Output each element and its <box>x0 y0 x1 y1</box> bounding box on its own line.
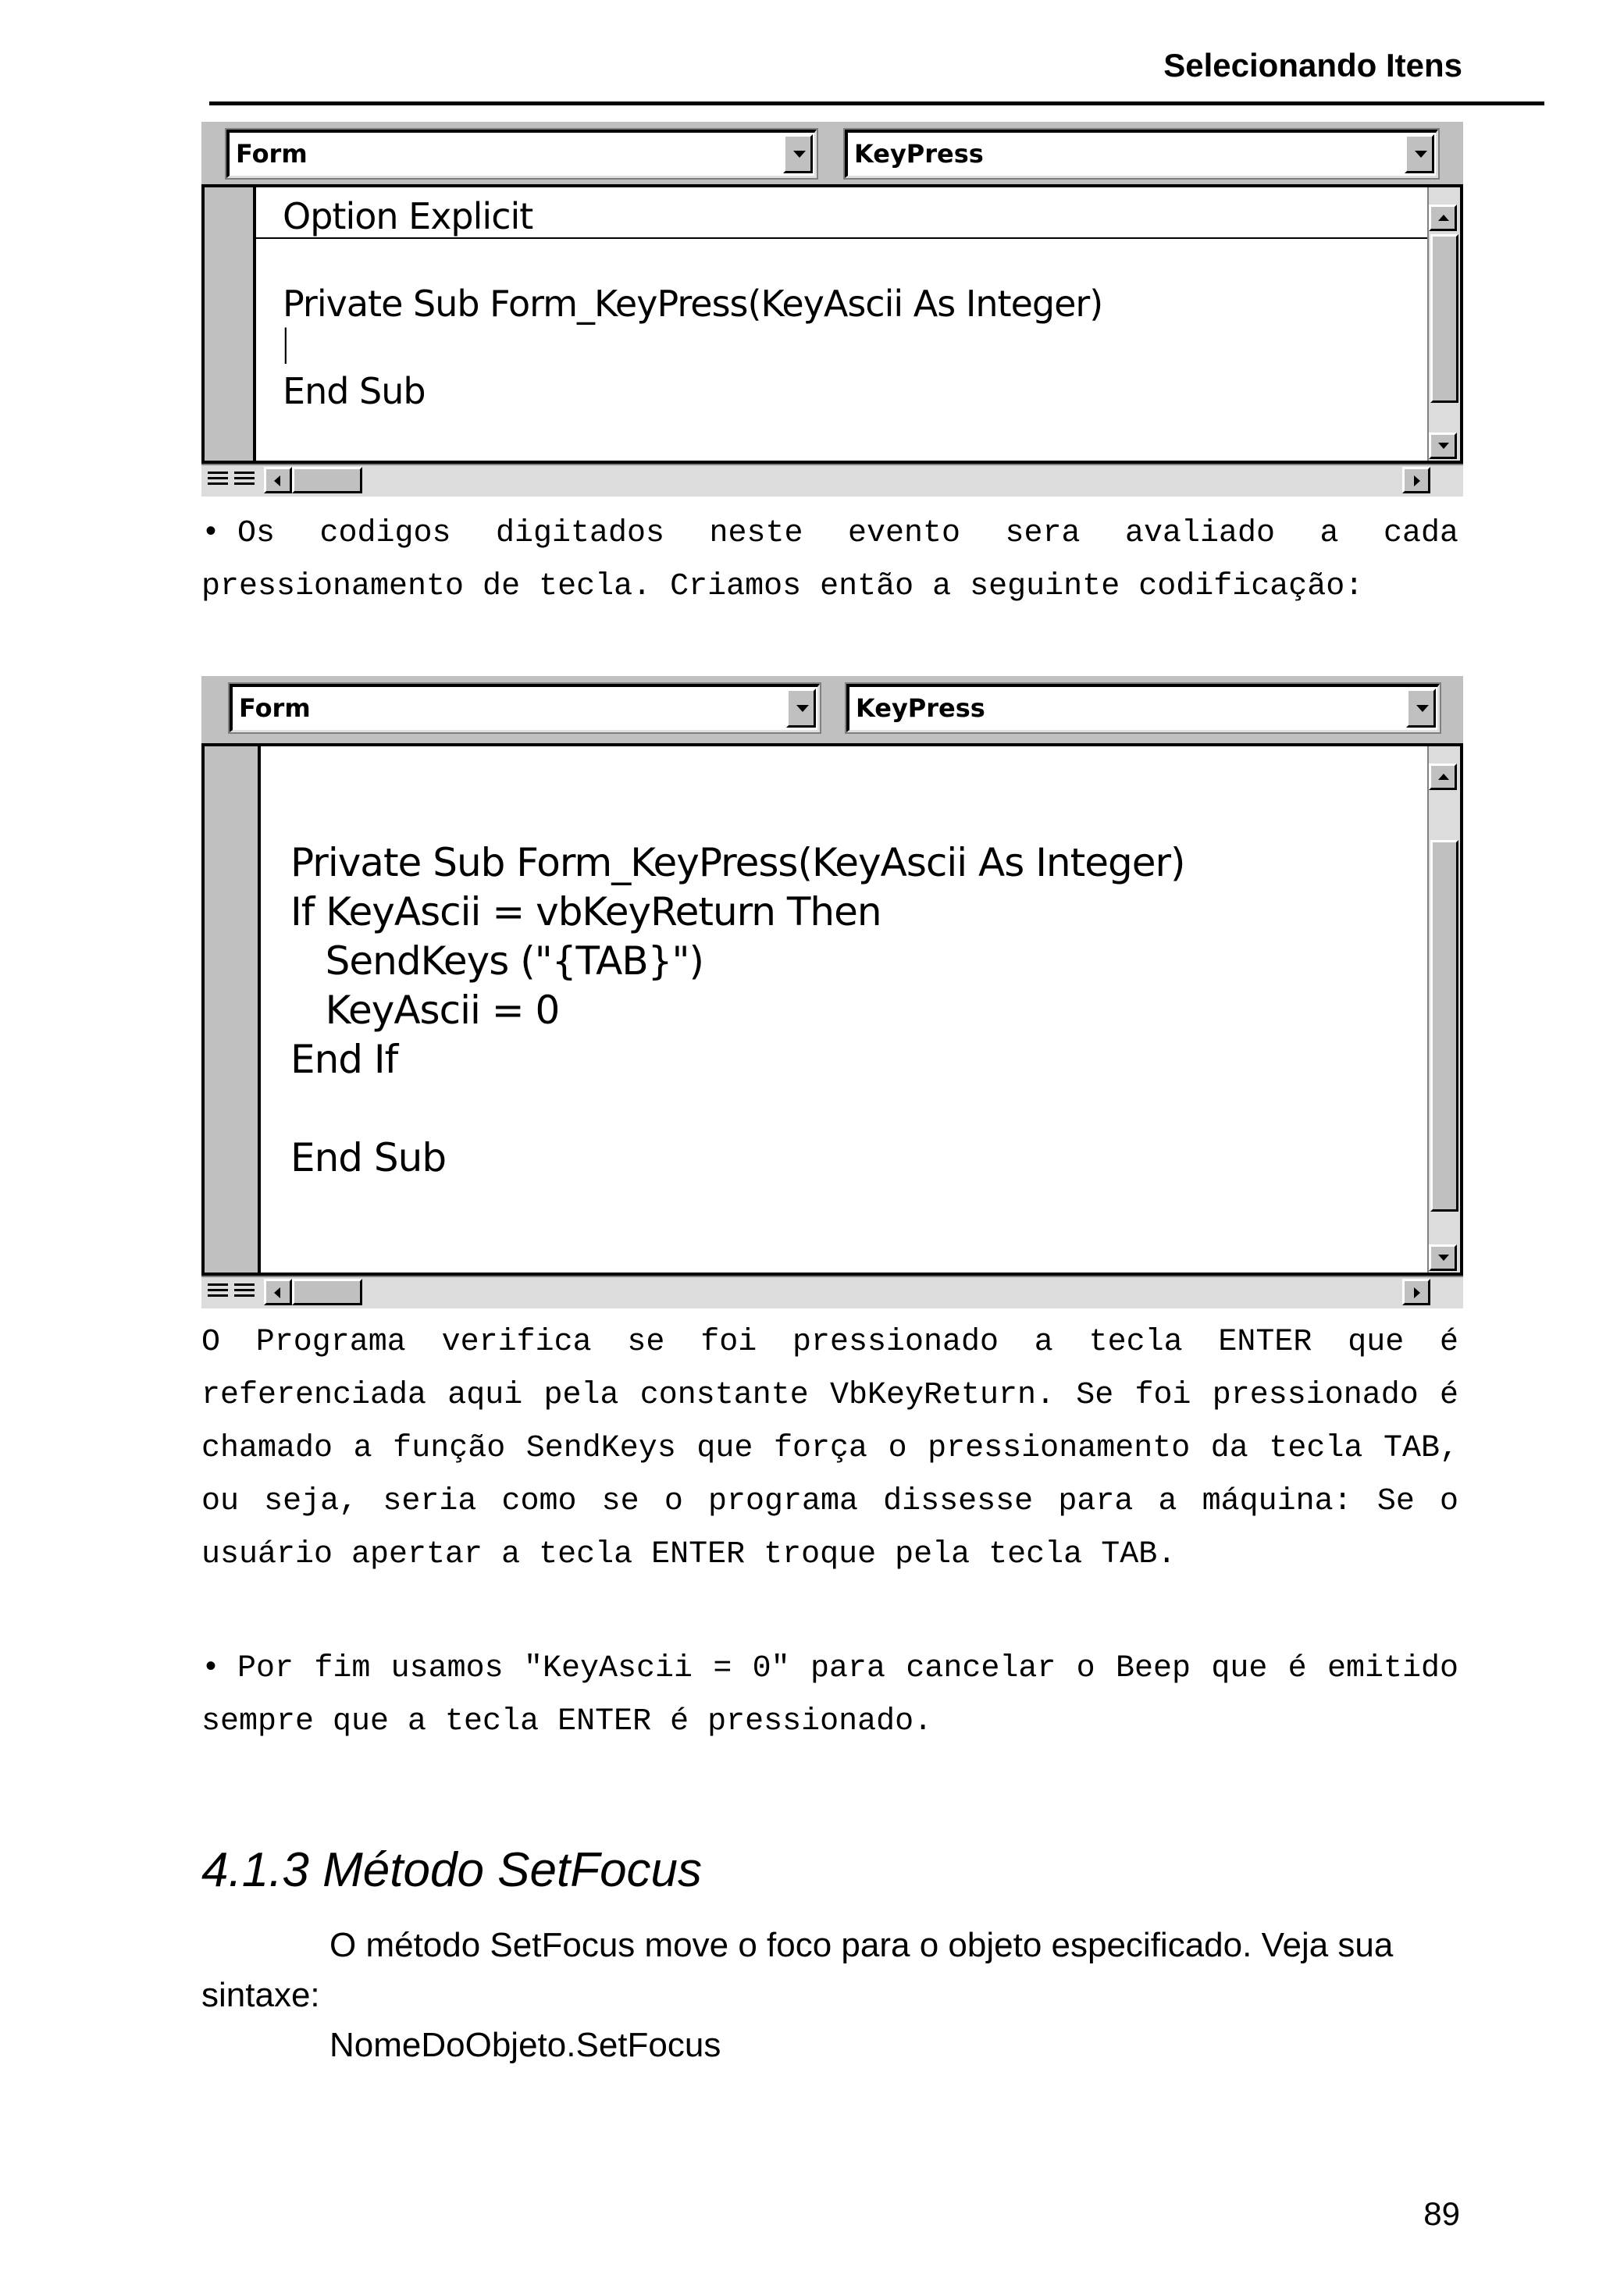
explanation-paragraph: O Programa verifica se foi pressionado a tecla ENTER que é referenciada aqui pela constante VbKeyReturn. Se foi pressionado é chamado a função SendKeys que força o pressionamento da tecla TAB, ou seja, seria como se o programa dissesse para a máquina: Se o usuário apertar a tecla ENTER troque pela tecla TAB. <box>201 1325 1458 1572</box>
section-paragraph-text: O método SetFocus move o foco para o objeto especificado. Veja sua sintaxe: <box>201 1926 1394 2014</box>
procedure-combo-value: KeyPress <box>856 693 985 723</box>
bullet-paragraph-1 <box>201 507 1458 614</box>
code-editor[interactable] <box>201 184 1463 464</box>
scroll-down-icon[interactable] <box>1429 433 1457 459</box>
code-window-1 <box>201 122 1463 495</box>
section-heading: 4.1.3 Método SetFocus <box>201 1843 703 1897</box>
scroll-down-icon[interactable] <box>1429 1244 1457 1271</box>
procedure-combo[interactable] <box>845 130 1438 178</box>
horizontal-scroll-thumb[interactable] <box>292 467 362 493</box>
horizontal-scrollbar[interactable] <box>201 1276 1463 1308</box>
object-combo-value: Form <box>239 693 311 723</box>
margin-indicator-bar <box>205 746 261 1273</box>
code-editor[interactable] <box>201 743 1463 1276</box>
code-line: SendKeys ("{TAB}") <box>290 938 703 984</box>
code-line: End Sub <box>283 370 426 412</box>
code-window-2 <box>201 676 1463 1308</box>
header-rule <box>209 101 1544 105</box>
scroll-left-icon[interactable] <box>264 1279 292 1305</box>
declarations-separator <box>256 237 1429 239</box>
code-line: End If <box>290 1037 398 1082</box>
paragraph-text: Os codigos digitados neste evento sera avaliado a cada pressionamento de tecla. Criamos então a seguinte codificação: <box>201 516 1458 604</box>
scroll-left-icon[interactable] <box>264 467 292 493</box>
horizontal-scroll-thumb[interactable] <box>292 1279 362 1305</box>
syntax-line: NomeDoObjeto.SetFocus <box>329 2026 721 2064</box>
vertical-scrollbar[interactable] <box>1427 187 1460 461</box>
code-line: Private Sub Form_KeyPress(KeyAscii As Integer) <box>290 840 1185 885</box>
paragraph-text: Por fim usamos "KeyAscii = 0" para cancelar o Beep que é emitido sempre que a tecla ENTER é pressionado. <box>201 1651 1458 1739</box>
text-cursor: | <box>280 322 291 364</box>
dropdown-arrow-icon[interactable] <box>783 134 813 173</box>
scroll-right-icon[interactable] <box>1402 467 1430 493</box>
object-combo-value: Form <box>236 139 308 169</box>
procedure-view-icon[interactable] <box>206 1280 230 1302</box>
vertical-scroll-thumb[interactable] <box>1430 840 1458 1212</box>
procedure-view-icon[interactable] <box>206 468 230 490</box>
code-line: KeyAscii = 0 <box>290 988 560 1033</box>
object-combo[interactable] <box>226 130 817 178</box>
scroll-right-icon[interactable] <box>1402 1279 1430 1305</box>
object-combo[interactable] <box>230 684 820 732</box>
running-header: Selecionando Itens <box>1163 47 1462 84</box>
scroll-up-icon[interactable] <box>1429 764 1457 790</box>
code-line: Option Explicit <box>283 195 533 237</box>
dropdown-arrow-icon[interactable] <box>1405 134 1434 173</box>
procedure-combo[interactable] <box>846 684 1440 732</box>
section-paragraph <box>201 1920 1458 2020</box>
bullet-icon: • <box>201 516 221 551</box>
code-line: End Sub <box>290 1135 447 1180</box>
combo-bar <box>201 676 1463 743</box>
full-module-view-icon[interactable] <box>233 1280 256 1302</box>
code-line: If KeyAscii = vbKeyReturn Then <box>290 889 881 934</box>
bullet-paragraph-2 <box>201 1643 1458 1749</box>
vertical-scrollbar[interactable] <box>1427 746 1460 1273</box>
dropdown-arrow-icon[interactable] <box>1406 689 1436 728</box>
code-line: Private Sub Form_KeyPress(KeyAscii As Integer) <box>283 283 1103 325</box>
bullet-icon: • <box>201 1651 221 1686</box>
vertical-scroll-thumb[interactable] <box>1430 234 1458 403</box>
horizontal-scrollbar[interactable] <box>201 464 1463 497</box>
procedure-combo-value: KeyPress <box>854 139 984 169</box>
full-module-view-icon[interactable] <box>233 468 256 490</box>
page-number: 89 <box>1423 2195 1460 2232</box>
scroll-up-icon[interactable] <box>1429 205 1457 231</box>
dropdown-arrow-icon[interactable] <box>786 689 816 728</box>
margin-indicator-bar <box>205 187 256 461</box>
combo-bar <box>201 122 1463 189</box>
